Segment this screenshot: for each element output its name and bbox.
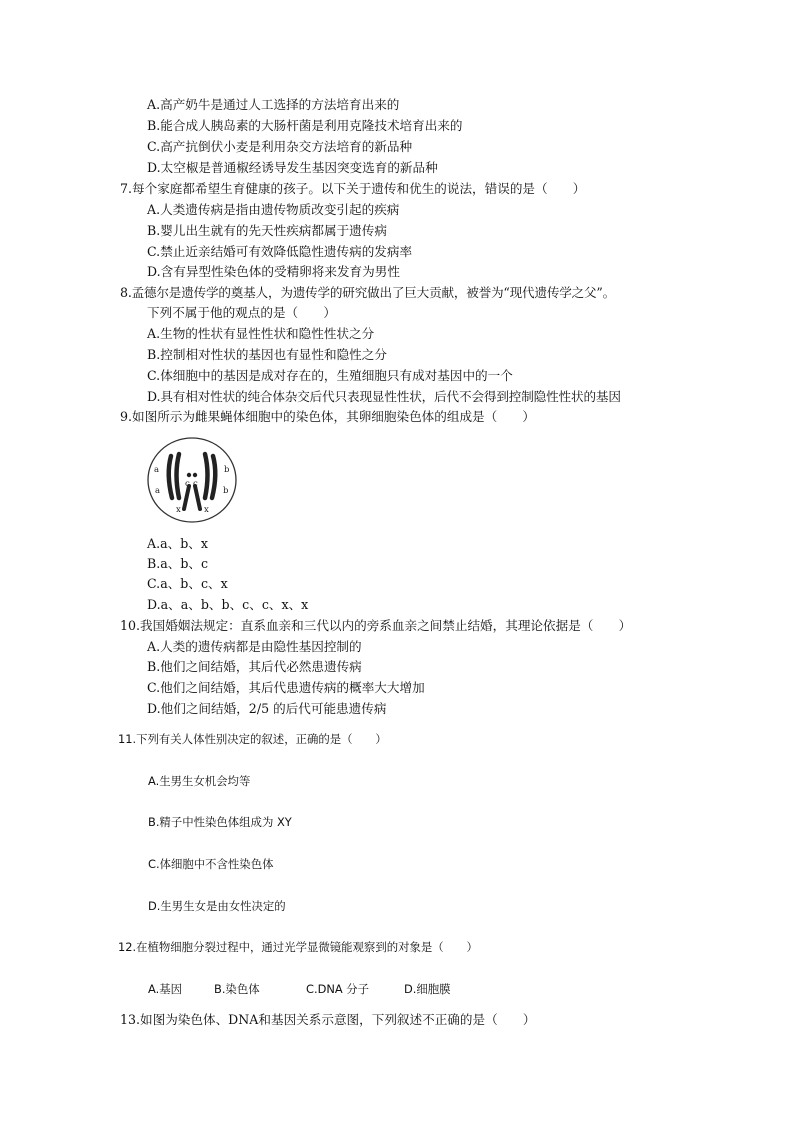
q12-option-c: C.DNA 分子 [306, 982, 370, 996]
q10-option-d: D.他们之间结婚，2/5 的后代可能患遗传病 [147, 701, 387, 716]
label-x-1: x [176, 505, 181, 515]
q8-stem: 8.孟德尔是遗传学的奠基人，为遗传学的研究做出了巨大贡献，被誉为“现代遗传学之父”。 [120, 285, 616, 300]
q9-option-d: D.a、a、b、b、c、c、x、x [147, 597, 309, 612]
q6-option-d: D.太空椒是普通椒经诱导发生基因突变选育的新品种 [147, 160, 438, 175]
label-c-2: c [193, 479, 198, 489]
q6-option-b: B.能合成人胰岛素的大肠杆菌是利用克隆技术培育出来的 [147, 118, 463, 133]
label-x-2: x [204, 505, 209, 515]
q11-option-a: A.生男生女机会均等 [148, 774, 251, 788]
q7-option-b: B.婴儿出生就有的先天性疾病都属于遗传病 [147, 223, 387, 238]
q9-option-c: C.a、b、c、x [147, 576, 228, 591]
q7-option-d: D.含有异型性染色体的受精卵将来发育为男性 [147, 264, 400, 279]
chromosome-c-2 [193, 473, 197, 477]
q8-stem-continued: 下列不属于他的观点的是（ ） [147, 305, 336, 320]
q7-stem: 7.每个家庭都希望生育健康的孩子。以下关于遗传和优生的说法，错误的是（ ） [120, 181, 586, 196]
chromosome-x-2 [195, 486, 200, 509]
q13-stem: 13.如图为染色体、DNA和基因关系示意图，下列叙述不正确的是（ ） [120, 1012, 536, 1027]
q12-option-b: B.染色体 [214, 982, 260, 996]
q10-stem: 10.我国婚姻法规定：直系血亲和三代以内的旁系血亲之间禁止结婚，其理论依据是（ ） [120, 618, 632, 633]
chromosome-a-1 [169, 456, 172, 498]
q6-option-c: C.高产抗倒伏小麦是利用杂交方法培育的新品种 [147, 139, 413, 154]
chromosome-cell-diagram [146, 436, 238, 524]
label-b-1: b [224, 465, 230, 475]
label-b-2: b [223, 486, 229, 496]
q8-option-d: D.具有相对性状的纯合体杂交后代只表现显性性状，后代不会得到控制隐性性状的基因 [147, 389, 621, 404]
q11-stem: 11.下列有关人体性别决定的叙述，正确的是（ ） [118, 732, 387, 746]
chromosome-b-2 [212, 456, 215, 498]
q12-option-d: D.细胞膜 [404, 982, 451, 996]
q7-option-c: C.禁止近亲结婚可有效降低隐性遗传病的发病率 [147, 244, 413, 259]
q7-option-a: A.人类遗传病是指由遗传物质改变引起的疾病 [147, 202, 400, 217]
chromosome-a-2 [177, 454, 180, 498]
q9-option-a: A.a、b、x [147, 536, 208, 551]
label-a-1: a [154, 465, 160, 475]
q8-option-b: B.控制相对性状的基因也有显性和隐性之分 [147, 347, 387, 362]
chromosome-b-1 [205, 454, 208, 498]
chromosome-c-1 [187, 473, 191, 477]
q8-option-c: C.体细胞中的基因是成对存在的，生殖细胞只有成对基因中的一个 [147, 368, 513, 383]
q10-option-b: B.他们之间结婚，其后代必然患遗传病 [147, 659, 362, 674]
q9-option-b: B.a、b、c [147, 556, 209, 571]
q11-option-c: C.体细胞中不含性染色体 [148, 857, 274, 871]
q11-option-d: D.生男生女是由女性决定的 [148, 899, 286, 913]
q10-option-c: C.他们之间结婚，其后代患遗传病的概率大大增加 [147, 680, 425, 695]
q8-option-a: A.生物的性状有显性性状和隐性性状之分 [147, 326, 375, 341]
label-a-2: a [155, 486, 161, 496]
q10-option-a: A.人类的遗传病都是由隐性基因控制的 [147, 639, 362, 654]
label-c-1: c [185, 479, 190, 489]
q9-stem: 9.如图所示为雌果蝇体细胞中的染色体，其卵细胞染色体的组成是（ ） [120, 409, 536, 424]
q6-option-a: A.高产奶牛是通过人工选择的方法培育出来的 [147, 97, 400, 112]
chromosome-x-1 [184, 486, 189, 509]
cell-outline [148, 438, 236, 522]
q12-stem: 12.在植物细胞分裂过程中，通过光学显微镜能观察到的对象是（ ） [118, 940, 478, 954]
q12-option-a: A.基因 [148, 982, 182, 996]
q11-option-b: B.精子中性染色体组成为 XY [148, 815, 292, 829]
